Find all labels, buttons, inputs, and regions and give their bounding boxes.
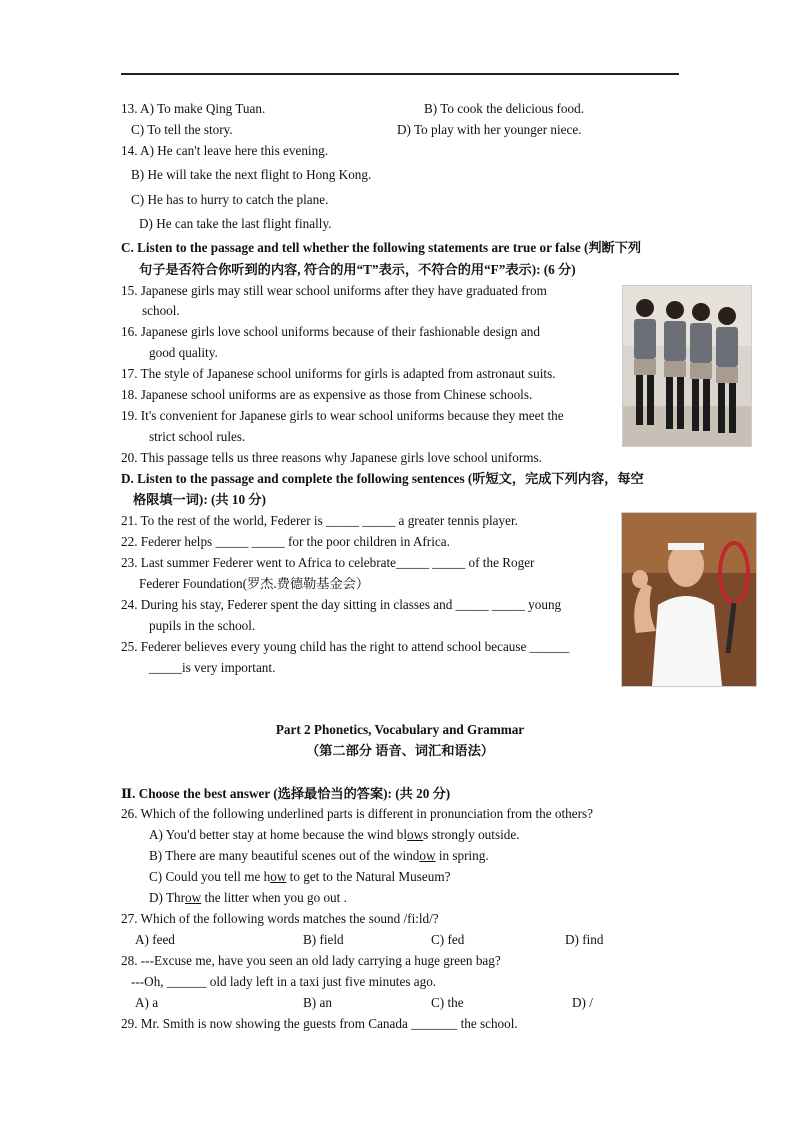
q15-line1: 15. Japanese girls may still wear school uniforms after they have graduated from <box>121 283 547 298</box>
q28-option-b: B) an <box>303 995 332 1010</box>
q27-option-b: B) field <box>303 932 344 947</box>
q27-option-c: C) fed <box>431 932 465 947</box>
q14-option-a: 14. A) He can't leave here this evening. <box>121 143 329 158</box>
section-c-heading: C. Listen to the passage and tell whether the following statements are true or false (判断下列 <box>121 240 642 255</box>
q13-option-d: D) To play with her younger niece. <box>397 122 582 137</box>
q16-line1: 16. Japanese girls love school uniforms because of their fashionable design and <box>121 324 540 339</box>
section-d-heading-cont: 格限填一词): (共 10 分) <box>133 492 266 507</box>
header-rule <box>121 73 679 75</box>
q26-stem: 26. Which of the following underlined parts is different in pronunciation from the others? <box>121 806 593 821</box>
q24-line1: 24. During his stay, Federer spent the day sitting in classes and _____ _____ young <box>121 597 562 612</box>
q20: 20. This passage tells us three reasons why Japanese girls love school uniforms. <box>121 450 542 465</box>
q14-option-b: B) He will take the next flight to Hong Kong. <box>131 167 372 182</box>
q21: 21. To the rest of the world, Federer is _____ _____ a greater tennis player. <box>121 513 518 528</box>
q17: 17. The style of Japanese school uniforms for girls is adapted from astronaut suits. <box>121 366 556 381</box>
section-c-heading-cont: 句子是否符合你听到的内容, 符合的用“T”表示，不符合的用“F”表示): (6 分) <box>139 262 576 277</box>
section-ii-heading: Ⅱ. Choose the best answer (选择最恰当的答案): (共 20 分) <box>121 786 451 801</box>
section-d-heading: D. Listen to the passage and complete the following sentences (听短文，完成下列内容，每空 <box>121 471 644 486</box>
q25-line1: 25. Federer believes every young child has the right to attend school because ______ <box>121 639 570 654</box>
q25-line2: _____is very important. <box>149 660 276 675</box>
q28-option-d: D) / <box>572 995 593 1010</box>
q23-line2: Federer Foundation(罗杰.费德勒基金会） <box>139 576 370 591</box>
q26-option-d: D) Throw the litter when you go out . <box>149 890 347 905</box>
q29: 29. Mr. Smith is now showing the guests from Canada _______ the school. <box>121 1016 518 1031</box>
q28-option-a: A) a <box>135 995 159 1010</box>
q23-line1: 23. Last summer Federer went to Africa to celebrate_____ _____ of the Roger <box>121 555 535 570</box>
q24-line2: pupils in the school. <box>149 618 256 633</box>
q26-option-a: A) You'd better stay at home because the wind blows strongly outside. <box>149 827 520 842</box>
q15-line2: school. <box>142 303 180 318</box>
q14-option-d: D) He can take the last flight finally. <box>139 216 332 231</box>
q26-option-c: C) Could you tell me how to get to the Natural Museum? <box>149 869 451 884</box>
q28-line2: ---Oh, ______ old lady left in a taxi just five minutes ago. <box>131 974 437 989</box>
q22: 22. Federer helps _____ _____ for the poor children in Africa. <box>121 534 450 549</box>
q28-option-c: C) the <box>431 995 464 1010</box>
q13-option-b: B) To cook the delicious food. <box>424 101 584 116</box>
q27-option-a: A) feed <box>135 932 175 947</box>
q13-option-a: 13. A) To make Qing Tuan. <box>121 101 266 116</box>
q16-line2: good quality. <box>149 345 218 360</box>
q19-line1: 19. It's convenient for Japanese girls to wear school uniforms because they meet the <box>121 408 564 423</box>
q27-option-d: D) find <box>565 932 604 947</box>
part2-subtitle: （第二部分 语音、词汇和语法） <box>306 743 494 758</box>
q27-stem: 27. Which of the following words matches the sound /fi:ld/? <box>121 911 439 926</box>
federer-photo <box>621 512 757 687</box>
q19-line2: strict school rules. <box>149 429 246 444</box>
part2-title: Part 2 Phonetics, Vocabulary and Grammar <box>275 722 525 737</box>
q28-line1: 28. ---Excuse me, have you seen an old lady carrying a huge green bag? <box>121 953 501 968</box>
schoolgirls-photo <box>622 285 752 447</box>
q26-option-b: B) There are many beautiful scenes out of the window in spring. <box>149 848 489 863</box>
q14-option-c: C) He has to hurry to catch the plane. <box>131 192 329 207</box>
q13-option-c: C) To tell the story. <box>131 122 233 137</box>
q18: 18. Japanese school uniforms are as expensive as those from Chinese schools. <box>121 387 533 402</box>
